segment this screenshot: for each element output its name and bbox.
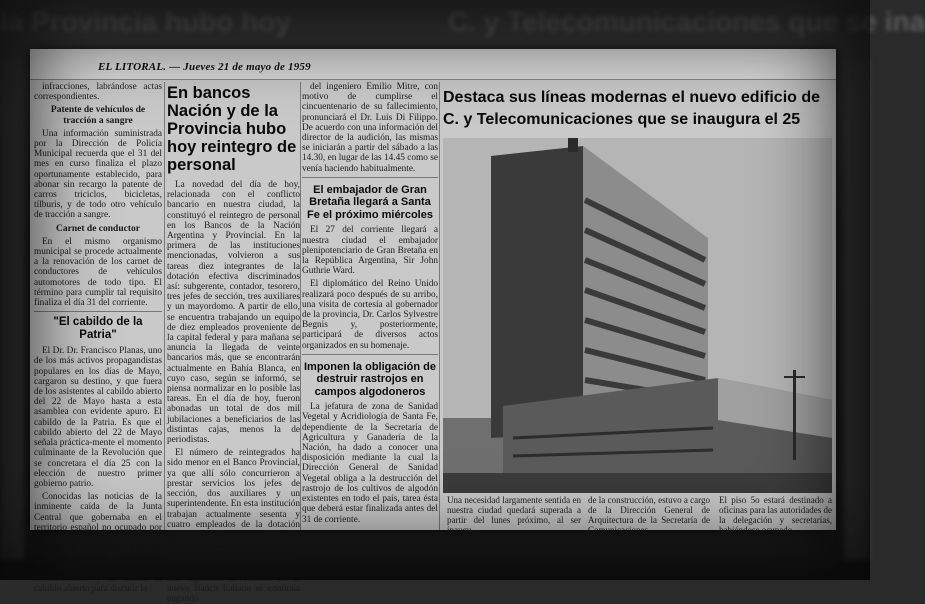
divider [302,354,438,355]
divider [302,177,438,178]
column-3 [302,82,438,530]
background-headline-left: la Provincia hubo hoy [0,6,291,37]
subheading-license: Carnet de conductor [56,223,140,234]
paragraph: Una información suministrada por la Dirección de Policía Municipal recuerda que el 31 del mes en curso finaliza el plazo oportunamente establecido, para abonar sin recargo la patente de carros triciclos, bicicletas, tílburis, y de todo otro vehículo de tracción a sangre. [34,128,162,221]
building-illustration [443,138,832,493]
paragraph: El número de reintegrados ha sido menor en el Banco Provincial, ya que allí sólo concurrieron a prestar servicios los jefes de sección, dos auxiliares y un superintendente. En esta institución trabajan actualmente sesenta y cuatro empleados de la dotación efectiva, sobre un total de doscientos ochenta y ocho que componen la totalidad del personal. [167,448,300,561]
paragraph: El 27 del corriente llegará a nuestra ciudad el embajador plenipotenciario de Gran Bretaña en la República Argentina, Sir John Guthrie Ward. [302,225,438,277]
background-column [0,60,24,560]
caption-text: de la construcción, estuvo a cargo de la Dirección General de Arquitectura de la Secretaría de Comunicaciones [588,495,710,535]
paragraph: En las demás instituciones no se han registrado novedades. En el nuevo Banco Italiano se continúa pagando [167,563,300,604]
masthead [30,49,836,80]
paragraph: La novedad del día de hoy, relacionada con el conflicto bancario en nuestra ciudad, la constituyó el reintegro de personal en los Bancos de la Nación Argentina y Provincial. En la primera de las instituciones mencionadas, volvieron a sus tareas diez integrantes de la dotación efectiva discriminados así: subgerente, contador, tesorero, tres jefes de sección, tres auxiliares y un mayordomo. A partir de ello, se encuentra trabajando un equipo de diez empleados proveniente de la capital federal y para mañana se anuncia la llegada de veinte bancarios más, que se encontrarán actualmente en Bahía Blanca, en cuyo caso, según se informó, se piensa normalizar en lo posible las tareas. En el día de hoy, fueron abonadas un total de dos mil jubilaciones a beneficiarios de las distintas cajas, menos la de periodistas. [167,180,300,446]
paragraph: El diplomático del Reino Unido realizará poco después de su arribo, una visita de cortesía al gobernador de la provincia, Dr. Carlos Sylvestre Begnis y, posteriormente, participará de diversos actos organizados en su homenaje. [302,279,438,351]
caption-row [443,495,836,535]
caption-text: Una necesidad largamente sentida en nuestra ciudad quedará superada a partir del lunes próximo, al ser inaugu- [447,495,581,535]
masthead-text: EL LITORAL. — Jueves 21 de mayo de 1959 [98,61,311,73]
feature-headline: Destaca sus líneas modernas el nuevo edificio de C. y Telecomunicaciones que se inaugura el 25 [443,89,821,128]
heading-banks: En bancos Nación y de la Provincia hubo hoy reintegro de personal [167,84,297,174]
paragraph: La jefatura de zona de Sanidad Vegetal y Acridiología de Santa Fe, dependiente de la Secretaría de Agricultura y Ganadería de la Nación, ha dado a conocer una disposición mediante la cual la Dirección General de Sanidad Vegetal obliga a la destrucción del rastrojo de los cultivos de algodón existentes en todo el país, tarea ésta que deberá estar finalizada antes del 31 de corriente. [302,402,438,525]
column-1 [34,82,162,594]
column-divider [300,82,301,530]
heading-ambassador: El embajador de Gran Bretaña llegará a Santa Fe el próximo miércoles [307,183,433,221]
fragment-text: infracciones, labrándose actas correspondientes. [34,82,162,103]
heading-rastrojos: Imponen la obligación de destruir rastrojos en campos algodoneros [303,360,436,398]
heading-cabildo: "El cabildo de la Patria" [53,316,143,342]
subheading-vehicles: Patente de vehículos de tracción a sangre [50,105,146,126]
newspaper-page [30,49,836,604]
background-headline-right: C. y Telecomunicaciones que se ina [448,6,925,37]
background-column [844,60,870,560]
divider [34,311,162,312]
paragraph: En el mismo organismo municipal se procede actualmente a la renovación de los carnet de conductores de vehículos automotores de todo tipo. El término para cumplir tal requisito finaliza el día 31 del corriente. [34,236,162,309]
paragraph: El Dr. Dr. Francisco Planas, uno de los más activos propagandistas populares en los días de Mayo, cargaron su destino, y que fuera de los asistentes al cabildo abierto del 22 de Mayo hasta a esta asamblea con evidente apuro. El cabildo de la Patria. Es que el cabildo abierto del 22 de Mayo señala práctica-mente el momento culminante de la Revolución que se concretara el día 25 con la elección de nuestro primer gobierno patrio. [34,346,162,489]
column-divider [439,82,440,530]
column-divider [164,82,165,530]
column-2 [167,82,300,604]
building-photo [443,138,832,493]
caption-text: El piso 5o estará destinado a oficinas para las autoridades de la delegación y secretarías, habiéndose ocupado [719,495,832,535]
paragraph: del ingeniero Emilio Mitre, con motivo de cumplirse el cincuentenario de su fallecimiento, pronunciará el Dr. Luis Di Filippo. De acuerdo con una información del director de la audición, las mismas se iniciarán a partir del sábado a las 14.30, en lugar de las 14.45 como se venía haciendo habitualmente. [302,82,438,174]
paragraph: Conocidas las noticias de la inminente caída de la Junta Central que gobernaba en el territorio español no ocupado por las tropas napoleónicas en nombre de Fernando VII, los patriotas criollos resolvieron activar el movimiento revolucionario y se reunió el cabildo abierto para discutir la [34,492,162,594]
